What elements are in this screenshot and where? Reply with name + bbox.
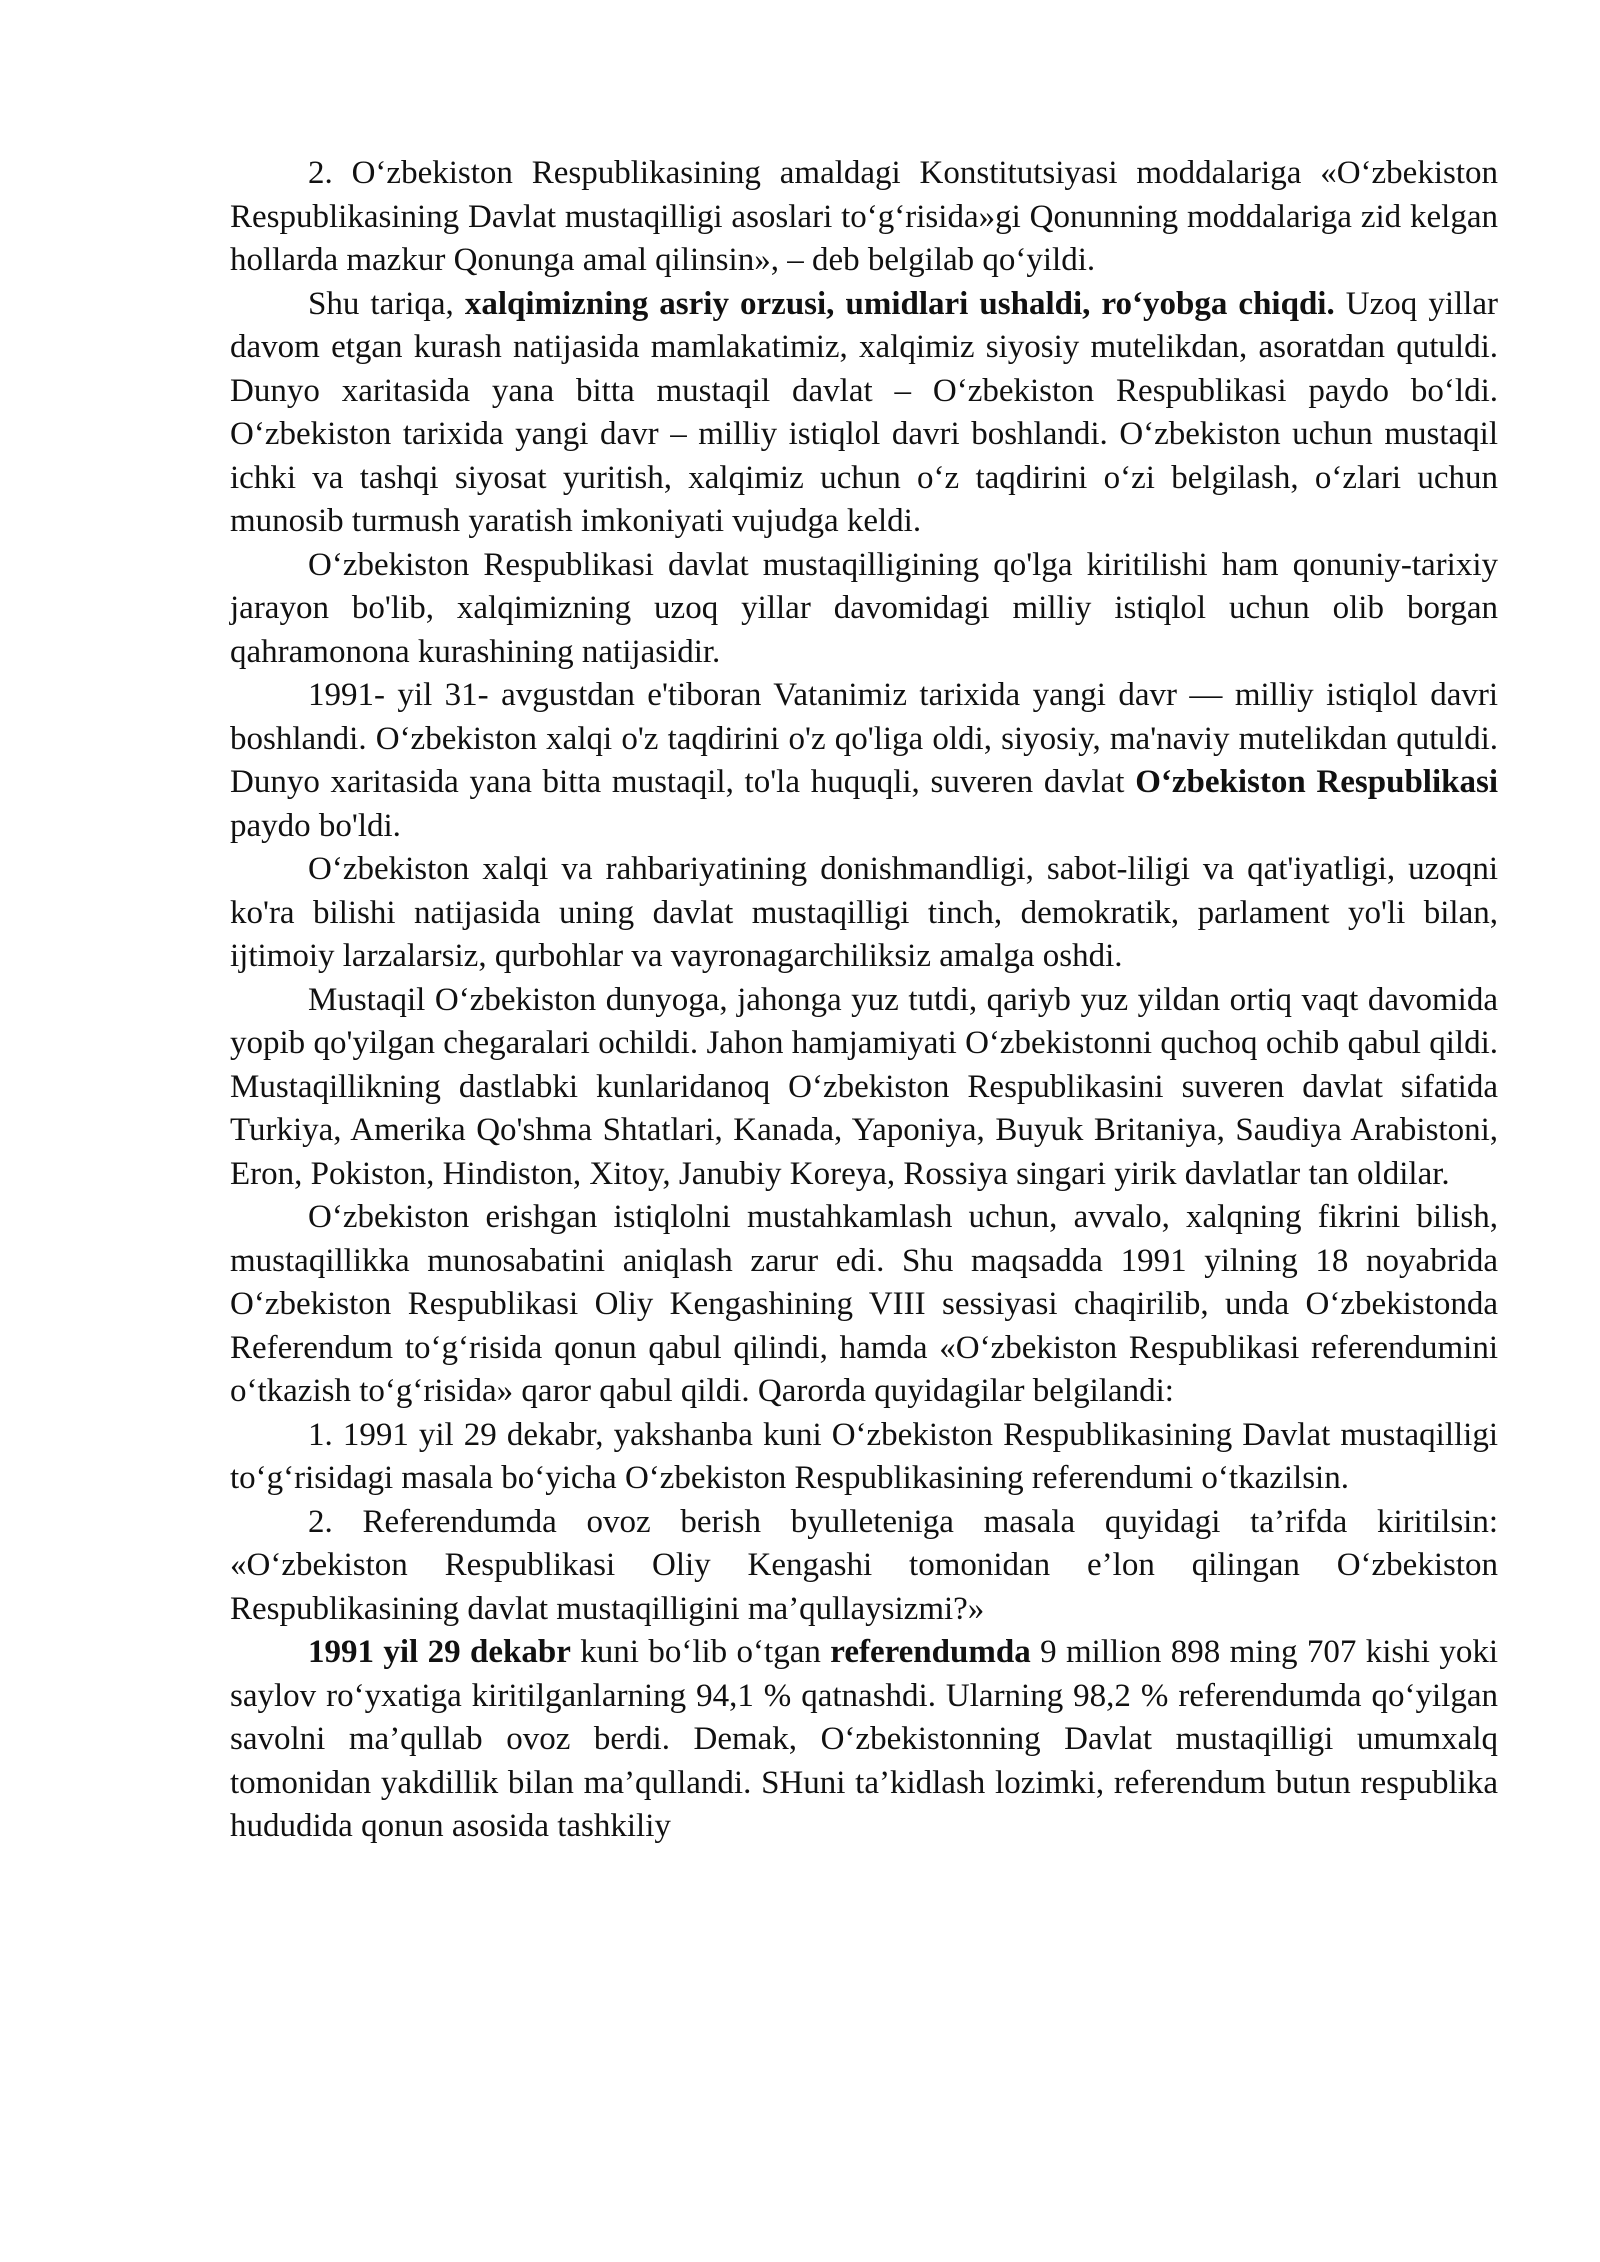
bold-text-run: xalqimizning asriy orzusi, umidlari ushaldi, ro‘yobga chiqdi. [464, 285, 1335, 322]
text-run: O‘zbekiston xalqi va rahbariyatining donishmandligi, sabot-liligi va qat'iyatligi, uzoqni ko'ra bilishi natijasida uning davlat mustaqilligi tinch, demokratik, parlament yo'li bilan, ijtimoiy larzalarsiz, qurbohlar va vayronagarchiliksiz amalga oshdi. [230, 851, 1498, 974]
document-page [230, 152, 1498, 1849]
text-run: Shu tariqa, [308, 285, 465, 322]
paragraph-tinch-yo-li [230, 848, 1498, 979]
paragraph-referendum-natijalari [230, 1631, 1498, 1849]
bold-text-run: O‘zbekiston Respublikasi [1135, 764, 1498, 800]
text-run: 2. O‘zbekiston Respublikasining amaldagi Konstitutsiyasi moddalariga «O‘zbekiston Respublikasining Davlat mustaqilligi asoslari to‘g‘risida»gi Qonunning moddalariga zid kelgan hollarda mazkur Qonunga amal qilinsin», – deb belgilab qo‘yildi. [230, 155, 1498, 278]
text-run: 2. Referendumda ovoz berish byulleteniga masala quyidagi ta’rifda kiritilsin: «O‘zbekiston Respublikasi Oliy Kengashi tomonidan e’lon qilingan O‘zbekiston Respublikasining davlat mustaqilligini ma’qullaysizmi?» [230, 1503, 1498, 1627]
paragraph-qonuniy-tarixiy [230, 544, 1498, 675]
paragraph-referendum-qonuni [230, 1196, 1498, 1414]
text-run: O‘zbekiston erishgan istiqlolni mustahkamlash uchun, avvalo, xalqning fikrini bilish, mustaqillikka munosabatini aniqlash zarur edi. Shu maqsadda 1991 yilning 18 noyabrida O‘zbekiston Respublikasi Oliy Kengashining VIII sessiyasi chaqirilib, unda O‘zbekistonda Referendum to‘g‘risida qonun qabul qilindi, hamda «O‘zbekiston Respublikasi referendumini o‘tkazish to‘g‘risida» qaror qabul qildi. Qarorda quyidagilar belgilandi: [230, 1199, 1498, 1409]
paragraph-qaror-band-2 [230, 1501, 1498, 1632]
paragraph-tan-olinishi [230, 979, 1498, 1197]
text-run: O‘zbekiston Respublikasi davlat mustaqilligining qo'lga kiritilishi ham qonuniy-tarixiy jarayon bo'lib, xalqimizning uzoq yillar davomidagi milliy istiqlol uchun olib borgan qahramonona kurashining natijasidir. [230, 546, 1498, 670]
text-run: paydo bo'ldi. [230, 807, 401, 844]
paragraph-31-avgust [230, 674, 1498, 848]
paragraph-konstitutsiya [230, 152, 1498, 283]
text-run: Uzoq yillar davom etgan kurash natijasida mamlakatimiz, xalqimiz siyosiy mutelikdan, asoratdan qutuldi. Dunyo xaritasida yana bitta mustaqil davlat – O‘zbekiston Respublikasi paydo bo‘ldi. O‘zbekiston tarixida yangi davr – milliy istiqlol davri boshlandi. O‘zbekiston uchun mustaqil ichki va tashqi siyosat yuritish, xalqimiz uchun o‘z taqdirini o‘zi belgilash, o‘zlari uchun munosib turmush yaratish imkoniyati vujudga keldi. [230, 285, 1498, 539]
bold-text-run: 1991 yil 29 dekabr [308, 1634, 571, 1670]
paragraph-qaror-band-1 [230, 1414, 1498, 1501]
bold-text-run: referendumda [830, 1634, 1031, 1670]
text-run: 9 million 898 ming 707 kishi yoki saylov ro‘yxatiga kiritilganlarning 94,1 % qatnashdi. Ularning 98,2 % referendumda qo‘yilgan savolni ma’qullab ovoz berdi. Demak, O‘zbekistonning Davlat mustaqilligi umumxalq tomonidan yakdillik bilan ma’qullandi. SHuni ta’kidlash lozimki, referendum butun respublika hududida qonun asosida tashkiliy [230, 1634, 1498, 1844]
text-run: Mustaqil O‘zbekiston dunyoga, jahonga yuz tutdi, qariyb yuz yildan ortiq vaqt davomida yopib qo'yilgan chegaralari ochildi. Jahon hamjamiyati O‘zbekistonni quchoq ochib qabul qildi. Mustaqillikning dastlabki kunlaridanoq O‘zbekiston Respublikasini suveren davlat sifatida Turkiya, Amerika Qo'shma Shtatlari, Kanada, Yaponiya, Buyuk Britaniya, Saudiya Arabistoni, Eron, Pokiston, Hindiston, Xitoy, Janubiy Koreya, Rossiya singari yirik davlatlar tan oldilar. [230, 981, 1498, 1192]
text-run: 1991- yil 31- avgustdan e'tiboran Vatanimiz tarixida yangi davr — milliy istiqlol davri boshlandi. O‘zbekiston xalqi o'z taqdirini o'z qo'liga oldi, siyosiy, ma'naviy mutelikdan qutuldi. Dunyo xaritasida yana bitta mustaqil, to'la huquqli, suveren davlat [230, 677, 1498, 800]
text-run: kuni bo‘lib o‘tgan [570, 1634, 831, 1670]
paragraph-shu-tariqa [230, 283, 1498, 544]
text-run: 1. 1991 yil 29 dekabr, yakshanba kuni O‘zbekiston Respublikasining Davlat mustaqilligi to‘g‘risidagi masala bo‘yicha O‘zbekiston Respublikasining referendumi o‘tkazilsin. [230, 1416, 1498, 1496]
